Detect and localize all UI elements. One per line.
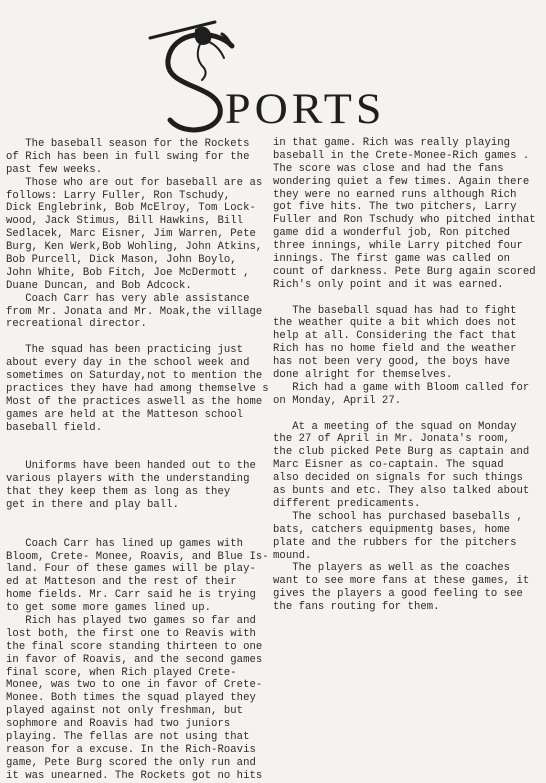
text-line: the weather quite a bit which does not bbox=[273, 317, 517, 330]
text-line: from Mr. Jonata and Mr. Moak,the village bbox=[6, 305, 263, 318]
paragraph-gap bbox=[6, 447, 271, 460]
text-line: Rich has no home field and the weather bbox=[273, 343, 517, 356]
sports-header bbox=[0, 0, 546, 140]
text-line: games are held at the Matteson school bbox=[6, 408, 244, 421]
paragraph-gap bbox=[273, 292, 543, 305]
text-line: sometimes on Saturday,not to mention the bbox=[6, 370, 263, 383]
text-line: the fans routing for them. bbox=[273, 601, 440, 614]
text-line: baseball in the Crete-Monee-Rich games . bbox=[273, 149, 530, 162]
text-line: the 27 of April in Mr. Jonata's room, bbox=[273, 433, 511, 446]
text-line: ed at Matteson and the rest of their bbox=[6, 576, 237, 589]
text-line: playing. The fellas are not using that bbox=[6, 730, 250, 743]
text-line: Uniforms have been handed out to the bbox=[6, 460, 256, 473]
text-line: they were no earned runs although Rich bbox=[273, 188, 517, 201]
text-line: in that game. Rich was really playing bbox=[273, 137, 511, 149]
text-line: want to see more fans at these games, it bbox=[273, 575, 530, 588]
text-line: Rich has played two games so far and bbox=[6, 614, 256, 627]
text-line: Marc Eisner as co-captain. The squad bbox=[273, 459, 504, 472]
text-line: Most of the practices aswell as the home bbox=[6, 395, 263, 408]
text-line: Sedlacek, Marc Eisner, Jim Warren, Pete bbox=[6, 228, 256, 241]
text-line: Burg, Ken Werk,Bob Wohling, John Atkins, bbox=[6, 241, 263, 254]
text-line: of Rich has been in full swing for the bbox=[6, 150, 250, 163]
text-line: John White, Bob Fitch, Joe McDermott , bbox=[6, 266, 250, 279]
text-line: The score was close and had the fans bbox=[273, 162, 504, 175]
text-line: mound. bbox=[273, 549, 312, 562]
text-line: Bob Purcell, Dick Mason, John Boylo, bbox=[6, 254, 237, 267]
text-line: sophmore and Roavis had two juniors bbox=[6, 718, 231, 731]
text-line: The baseball season for the Rockets bbox=[6, 138, 250, 150]
text-line: also decided on signals for such things bbox=[273, 472, 523, 485]
text-line: that they keep them as long as they bbox=[6, 486, 231, 499]
text-line: game, Pete Burg scored the only run and bbox=[6, 756, 256, 769]
text-line: various players with the understanding bbox=[6, 473, 250, 486]
text-line: practices they have had among themselve s bbox=[6, 382, 269, 395]
text-line: count of darkness. Pete Burg again scored bbox=[273, 265, 536, 278]
text-line: done alright for themselves. bbox=[273, 369, 453, 382]
text-line: follows: Larry Fuller, Ron Tschudy, bbox=[6, 189, 231, 202]
text-line: game did a wonderful job, Ron pitched bbox=[273, 227, 511, 240]
paragraph-gap bbox=[6, 512, 271, 525]
text-line: Duane Duncan, and Bob Adcock. bbox=[6, 279, 192, 292]
text-line: lost both, the first one to Reavis with bbox=[6, 627, 256, 640]
sports-title: PORTS bbox=[225, 84, 386, 133]
paragraph-gap bbox=[6, 331, 271, 344]
text-line: Those who are out for baseball are as bbox=[6, 176, 263, 189]
text-line: Coach Carr has lined up games with bbox=[6, 537, 244, 550]
paragraph-gap bbox=[273, 408, 543, 421]
text-line: plate and the rubbers for the pitchers bbox=[273, 536, 517, 549]
text-line: about every day in the school week and bbox=[6, 357, 250, 370]
text-line: help at all. Considering the fact that bbox=[273, 330, 517, 343]
text-line: The baseball squad has had to fight bbox=[273, 304, 517, 317]
text-line: on Monday, April 27. bbox=[273, 394, 402, 407]
text-line: wood, Jack Stimus, Bill Hawkins, Bill bbox=[6, 215, 244, 228]
right-article-column bbox=[273, 137, 543, 614]
text-line: At a meeting of the squad on Monday bbox=[273, 420, 517, 433]
text-line: home fields. Mr. Carr said he is trying bbox=[6, 589, 256, 602]
text-line: innings. The first game was called on bbox=[273, 253, 511, 266]
text-line: Fuller and Ron Tschudy who pitched inthat bbox=[273, 214, 536, 227]
text-line: final score, when Rich played Crete- bbox=[6, 666, 237, 679]
text-line: gives the players a good feeling to see bbox=[273, 588, 523, 601]
text-line: Coach Carr has very able assistance bbox=[6, 292, 250, 305]
text-line: the final score standing thirteen to one bbox=[6, 640, 263, 653]
text-line: in favor of Roavis, and the second games bbox=[6, 653, 263, 666]
text-line: The players as well as the coaches bbox=[273, 562, 511, 575]
text-line: wondering quiet a few times. Again there bbox=[273, 175, 530, 188]
text-line: recreational director. bbox=[6, 318, 147, 331]
text-line: Monee, was two to one in favor of Crete- bbox=[6, 679, 263, 692]
text-line: get in there and play ball. bbox=[6, 498, 179, 511]
left-article-column bbox=[6, 138, 271, 783]
text-line: The school has purchased baseballs , bbox=[273, 510, 523, 523]
text-line: got five hits. The two pitchers, Larry bbox=[273, 201, 517, 214]
paragraph-gap bbox=[6, 525, 271, 538]
text-line: past few weeks. bbox=[6, 163, 103, 176]
text-line: Dick Englebrink, Bob McElroy, Tom Lock- bbox=[6, 202, 256, 215]
text-line: bats, catchers equipmentg bases, home bbox=[273, 523, 511, 536]
text-line: Bloom, Crete- Monee, Roavis, and Blue Is- bbox=[6, 550, 269, 563]
text-line: Rich had a game with Bloom called for bbox=[273, 381, 530, 394]
text-line: it was unearned. The Rockets got no hits bbox=[6, 769, 263, 782]
text-line: Monee. Both times the squad played they bbox=[6, 692, 256, 705]
text-line: land. Four of these games will be play- bbox=[6, 563, 256, 576]
text-line: played against not only freshman, but bbox=[6, 705, 244, 718]
text-line: Rich's only point and it was earned. bbox=[273, 278, 504, 291]
text-line: to get some more games lined up. bbox=[6, 602, 212, 615]
text-line: the club picked Pete Burg as captain and bbox=[273, 446, 530, 459]
text-line: as bunts and etc. They also talked about bbox=[273, 485, 530, 498]
text-line: reason for a excuse. In the Rich-Roavis bbox=[6, 743, 256, 756]
paragraph-gap bbox=[6, 434, 271, 447]
text-line: different predicaments. bbox=[273, 497, 421, 510]
text-line: three innings, while Larry pitched four bbox=[273, 240, 523, 253]
text-line: The squad has been practicing just bbox=[6, 344, 244, 357]
text-line: has not been very good, the boys have bbox=[273, 356, 511, 369]
text-line: baseball field. bbox=[6, 421, 103, 434]
